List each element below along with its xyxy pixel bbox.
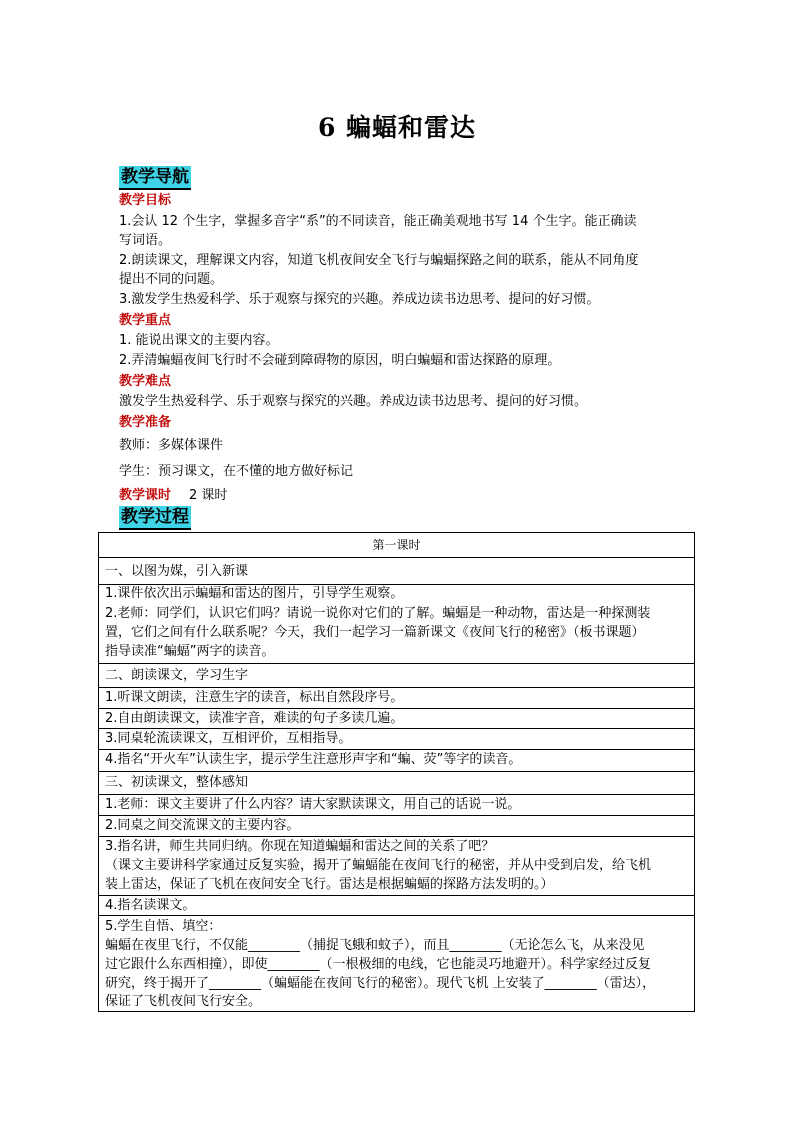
divider bbox=[99, 663, 694, 664]
section-line: （课文主要讲科学家通过反复实验，揭开了蝙蝠能在夜间飞行的秘密，并从中受到启发，给飞机 bbox=[105, 858, 652, 873]
section-line: 3.指名讲，师生共同归纳。你现在知道蝙蝠和雷达之间的关系了吧？ bbox=[105, 839, 495, 854]
section-heading: 三、初读课文，整体感知 bbox=[105, 775, 249, 790]
teaching-process-banner: 教学过程 bbox=[119, 506, 191, 530]
section-line: 蝙蝠在夜里飞行，不仅能________（捕捉飞蛾和蚊子），而且________（无论怎么飞，从来没见 bbox=[105, 938, 645, 953]
goals-line: 提出不同的问题。 bbox=[119, 272, 224, 287]
divider bbox=[99, 915, 694, 916]
teaching-guide-banner: 教学导航 bbox=[119, 166, 191, 190]
section-line: 保证了飞机夜间飞行安全。 bbox=[105, 994, 262, 1009]
section-line: 2.老师：同学们，认识它们吗？请说一说你对它们的了解。蝙蝠是一种动物，雷达是一种探测装 bbox=[105, 606, 651, 621]
goals-line: 2.朗读课文，理解课文内容，知道飞机夜间安全飞行与蝙蝠探路之间的联系，能从不同角度 bbox=[119, 253, 639, 268]
key-points-line: 2.弄清蝙蝠夜间飞行时不会碰到障碍物的原因，明白蝙蝠和雷达探路的原理。 bbox=[119, 353, 561, 368]
divider bbox=[99, 557, 694, 558]
goals-line: 写词语。 bbox=[119, 233, 172, 248]
section-heading: 一、以图为媒，引入新课 bbox=[105, 564, 249, 579]
section-line: 5.学生自悟、填空： bbox=[105, 919, 222, 934]
key-points-line: 1. 能说出课文的主要内容。 bbox=[119, 333, 279, 348]
goals-heading: 教学目标 bbox=[119, 193, 172, 208]
section-line: 1.听课文朗读，注意生字的读音，标出自然段序号。 bbox=[105, 690, 404, 705]
page-title: 6 蝙蝠和雷达 bbox=[317, 113, 477, 142]
class-hours-label: 教学课时 bbox=[119, 488, 172, 503]
section-line: 过它跟什么东西相撞），即使________（一根极细的电线，它也能灵巧地避开）。科学家经过反复 bbox=[105, 957, 652, 972]
section-line: 4.指名读课文。 bbox=[105, 898, 196, 913]
divider bbox=[99, 771, 694, 772]
difficulties-heading: 教学难点 bbox=[119, 374, 172, 389]
section-line: 4.指名“开火车”认读生字，提示学生注意形声字和“蝙、荧”等字的读音。 bbox=[105, 752, 522, 767]
section-line: 1.课件依次出示蝙蝠和雷达的图片，引导学生观察。 bbox=[105, 586, 404, 601]
goals-line: 1.会认 12 个生字，掌握多音字“系”的不同读音，能正确美观地书写 14 个生字。能正确读 bbox=[119, 214, 637, 229]
section-line: 装上雷达，保证了飞机在夜间安全飞行。雷达是根据蝙蝠的探路方法发明的。） bbox=[105, 877, 554, 892]
key-points-heading: 教学重点 bbox=[119, 313, 172, 328]
section-heading: 二、朗读课文，学习生字 bbox=[105, 668, 249, 683]
lesson-table bbox=[98, 532, 695, 1012]
section-line: 指导读准“蝙蝠”两字的读音。 bbox=[105, 644, 275, 659]
goals-line: 3.激发学生热爱科学、乐于观察与探究的兴趣。养成边读书边思考、提问的好习惯。 bbox=[119, 292, 600, 307]
class-hours-value: 2 课时 bbox=[189, 488, 228, 503]
section-line: 1.老师：课文主要讲了什么内容？请大家默读课文，用自己的话说一说。 bbox=[105, 797, 521, 812]
section-line: 2.自由朗读课文，读准字音，难读的句子多读几遍。 bbox=[105, 711, 404, 726]
section-line: 置，它们之间有什么联系呢？今天，我们一起学习一篇新课文《夜间飞行的秘密》（板书课题） bbox=[105, 625, 645, 640]
difficulties-line: 激发学生热爱科学、乐于观察与探究的兴趣。养成边读书边思考、提问的好习惯。 bbox=[119, 394, 588, 409]
section-line: 2.同桌之间交流课文的主要内容。 bbox=[105, 818, 300, 833]
preparation-teacher: 教师：多媒体课件 bbox=[119, 438, 224, 453]
section-line: 3.同桌轮流读课文，互相评价，互相指导。 bbox=[105, 731, 352, 746]
section-line: 研究，终于揭开了________（蝙蝠能在夜间飞行的秘密）。现代飞机 上安装了________（雷达）， bbox=[105, 976, 656, 991]
preparation-student: 学生：预习课文，在不懂的地方做好标记 bbox=[119, 464, 354, 479]
lesson-title: 第一课时 bbox=[372, 538, 421, 552]
preparation-heading: 教学准备 bbox=[119, 415, 172, 430]
